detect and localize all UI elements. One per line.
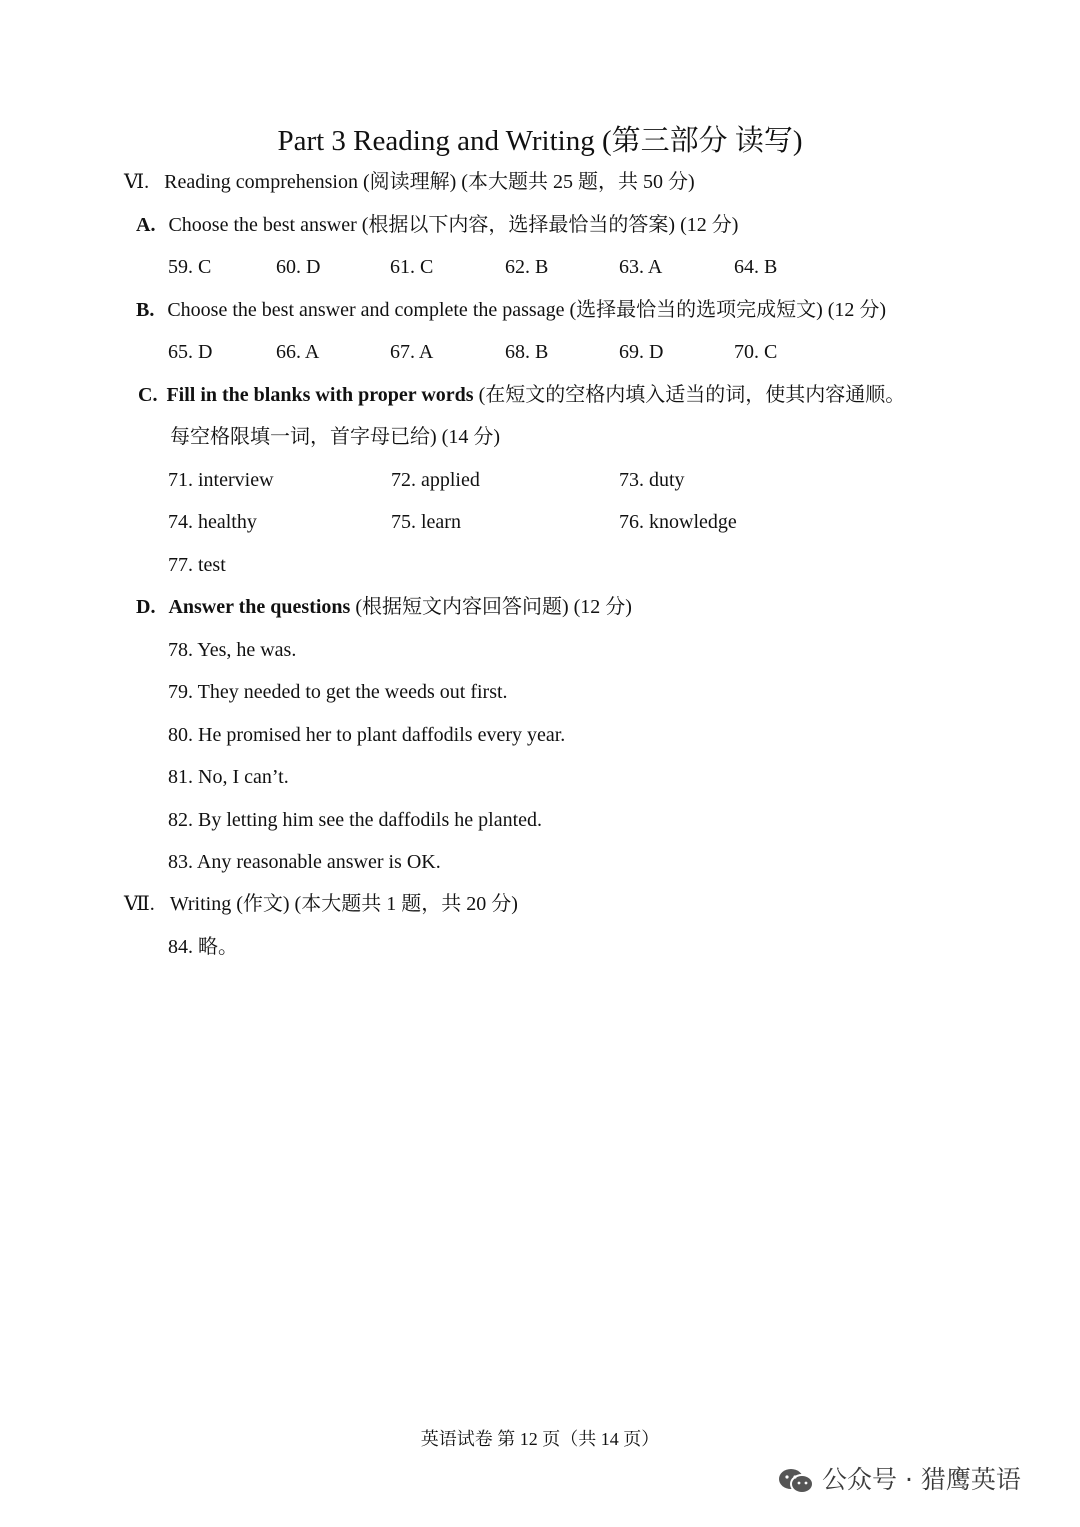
answer-item: 67. A (390, 341, 434, 363)
part-a-heading (136, 211, 738, 239)
answer-item: 79. They needed to get the weeds out first. (168, 681, 508, 703)
part-c-label: C. (138, 384, 158, 406)
answer-item: 68. B (505, 341, 549, 363)
answer-item: 77. test (168, 554, 226, 576)
answer-item: 65. D (168, 341, 213, 363)
answer-item: 62. B (505, 256, 549, 278)
answer-item: 59. C (168, 256, 212, 278)
answer-item: 74. healthy (168, 511, 257, 533)
answer-item: 78. Yes, he was. (168, 639, 297, 661)
answer-item: 73. duty (619, 469, 685, 491)
section-6-text: Reading comprehension (阅读理解) (本大题共 25 题，共 50 分) (164, 171, 695, 193)
answer-item: 66. A (276, 341, 320, 363)
answer-item: 70. C (734, 341, 778, 363)
answer-item: 80. He promised her to plant daffodils every year. (168, 724, 566, 746)
part-b-heading (136, 296, 886, 324)
part-d-heading (136, 593, 632, 621)
part-c-text-bold: Fill in the blanks with proper words (166, 384, 474, 406)
answer-item: 75. learn (391, 511, 461, 533)
part-c-text-rest: (在短文的空格内填入适当的词，使其内容通顺。 (473, 384, 906, 406)
part-b-text: Choose the best answer and complete the passage (选择最恰当的选项完成短文) (12 分) (167, 299, 887, 321)
page-title: Part 3 Reading and Writing (第三部分 读写) (277, 125, 803, 157)
answer-item: 82. By letting him see the daffodils he planted. (168, 809, 543, 831)
answer-item: 81. No, I can’t. (168, 766, 289, 788)
answer-item: 61. C (390, 256, 434, 278)
section-6-label: Ⅵ. (124, 171, 150, 193)
watermark-text: 公众号 · 猎鹰英语 (822, 1465, 1021, 1494)
answer-item: 64. B (734, 256, 778, 278)
section-7-text: Writing (作文) (本大题共 1 题，共 20 分) (169, 893, 518, 915)
part-d-text-rest: (根据短文内容回答问题) (12 分) (350, 596, 632, 618)
page-footer: 英语试卷 第 12 页（共 14 页） (420, 1429, 660, 1449)
section-7-heading (124, 890, 518, 918)
part-c-heading (138, 381, 905, 409)
answer-item: 76. knowledge (619, 511, 737, 533)
part-d-text-bold: Answer the questions (168, 596, 351, 618)
answer-item: 63. A (619, 256, 663, 278)
section-6-heading (124, 168, 695, 196)
part-a-label: A. (136, 214, 156, 236)
part-d-label: D. (136, 596, 156, 618)
part-c-heading-line2: 每空格限填一词，首字母已给) (14 分) (170, 426, 500, 448)
answer-item: 71. interview (168, 469, 274, 491)
answer-item: 83. Any reasonable answer is OK. (168, 851, 441, 873)
part-a-text: Choose the best answer (根据以下内容，选择最恰当的答案) (12 分) (168, 214, 739, 236)
section-7-label: Ⅶ. (124, 893, 155, 915)
answer-item: 60. D (276, 256, 321, 278)
wechat-icon (778, 1468, 814, 1494)
answer-item: 72. applied (391, 469, 480, 491)
answer-item: 69. D (619, 341, 664, 363)
answer-item: 84. 略。 (168, 936, 238, 958)
part-b-label: B. (136, 299, 155, 321)
